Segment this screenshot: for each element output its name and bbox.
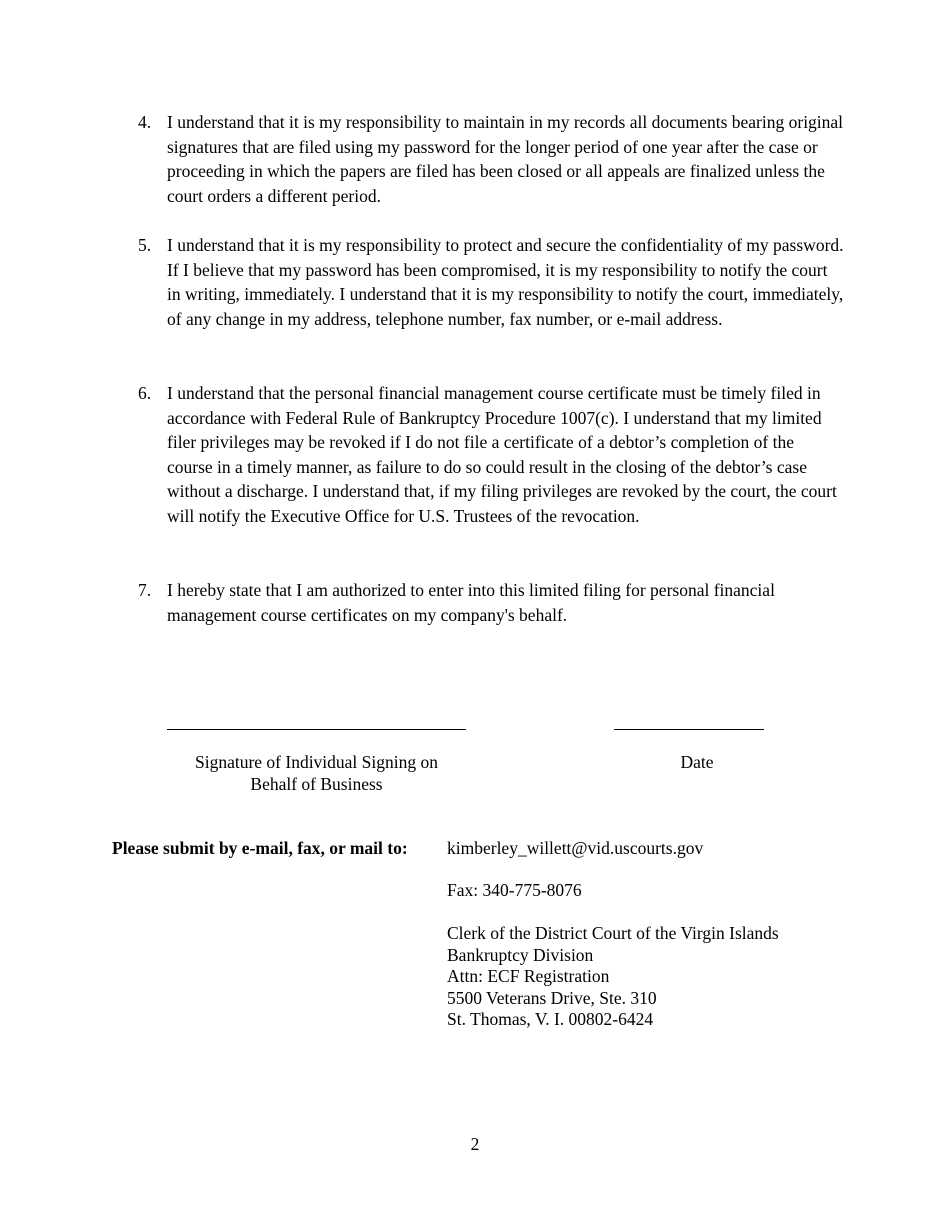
item-text: I understand that it is my responsibility to maintain in my records all documents bearing original signatures that are filed using my password for the longer period of one year after the case or proceeding in which the papers are filed has been closed or all appeals are finalized unless the court orders a different period. [167, 112, 844, 206]
list-item-6 [138, 381, 844, 529]
item-number: 5. [138, 235, 152, 255]
signature-label-line1: Signature of Individual Signing on [194, 752, 439, 772]
list-item-5 [138, 233, 844, 331]
signature-label [167, 752, 466, 795]
date-label: Date [680, 752, 714, 772]
page-number: 2 [470, 1134, 480, 1154]
item-text: I understand that the personal financial management course certificate must be timely filed in accordance with Federal Rule of Bankruptcy Procedure 1007(c). I understand that my limited filer privileges may be revoked if I do not file a certificate of a debtor’s completion of the course in a timely manner, as failure to do so could result in the closing of the debtor’s case without a discharge. I understand that, if my filing privileges are revoked by the court, the court will notify the Executive Office for U.S. Trustees of the revocation. [167, 383, 837, 526]
list-item-7 [138, 578, 844, 627]
address-line: Bankruptcy Division [447, 944, 594, 965]
signature-label-line2: Behalf of Business [250, 773, 383, 794]
submit-fax: Fax: 340-775-8076 [447, 880, 582, 900]
signature-line [167, 729, 466, 730]
submit-email: kimberley_willett@vid.uscourts.gov [447, 838, 704, 858]
list-item-4 [138, 110, 844, 208]
address-line: Attn: ECF Registration [447, 966, 610, 986]
address-line: St. Thomas, V. I. 00802-6424 [447, 1009, 654, 1029]
item-text: I hereby state that I am authorized to enter into this limited filing for personal financial management course certificates on my company's behalf. [167, 580, 775, 625]
date-line [614, 729, 764, 730]
mailing-address [447, 923, 779, 1031]
item-number: 7. [138, 580, 152, 600]
item-number: 6. [138, 383, 152, 403]
address-line: 5500 Veterans Drive, Ste. 310 [447, 987, 657, 1008]
submit-instructions-label: Please submit by e-mail, fax, or mail to: [112, 838, 408, 858]
address-line: Clerk of the District Court of the Virgin Islands [447, 923, 779, 943]
item-number: 4. [138, 112, 152, 132]
item-text: I understand that it is my responsibility to protect and secure the confidentiality of my password. If I believe that my password has been compromised, it is my responsibility to notify the court in writing, immediately. I understand that it is my responsibility to notify the court, immediately, of any change in my address, telephone number, fax number, or e-mail address. [167, 235, 844, 329]
